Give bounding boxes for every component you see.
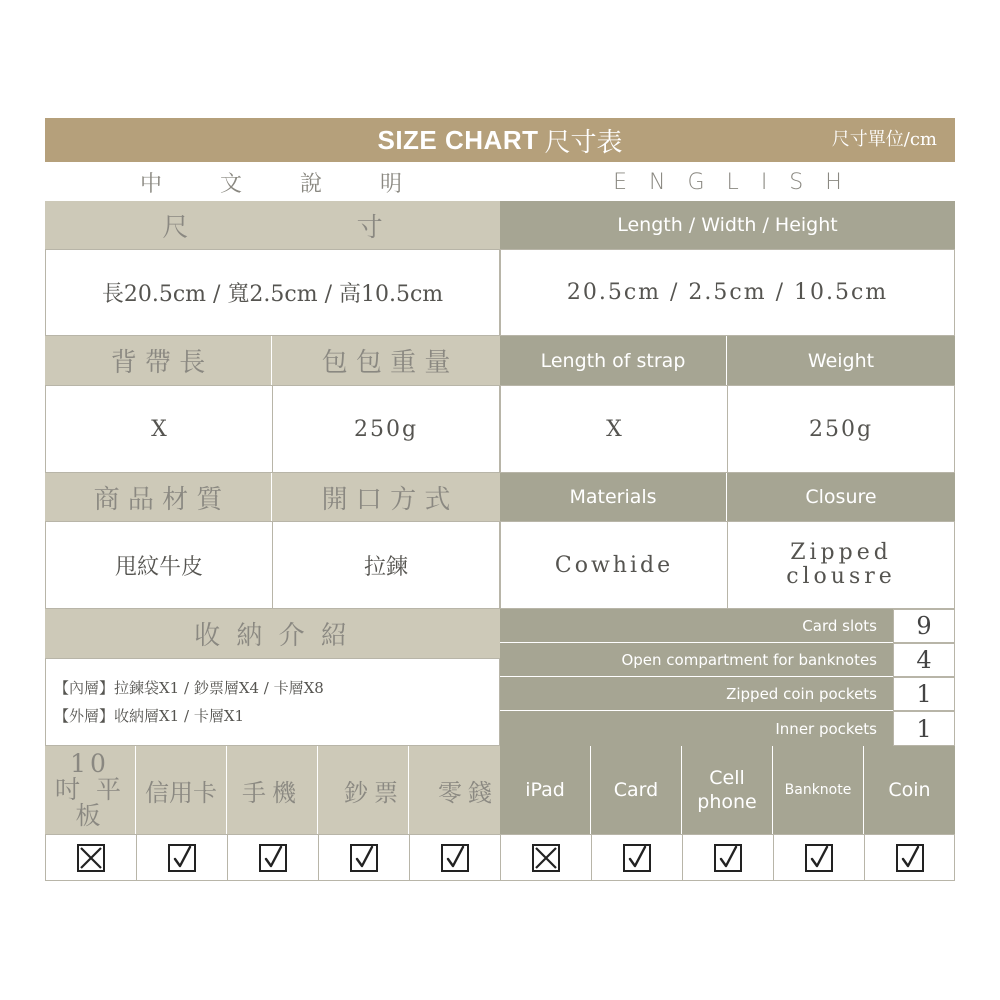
storage-count-card-slots: 9 (893, 609, 955, 643)
fit-header-en-banknote: Banknote (773, 746, 864, 834)
check-box-icon (350, 844, 378, 872)
strap-header-zh: 背 帶 長 (45, 336, 272, 385)
storage-count-coin-pockets: 1 (893, 677, 955, 711)
unit-label: 尺寸單位/cm (831, 129, 937, 150)
check-box-icon (168, 844, 196, 872)
title-bar (45, 118, 955, 162)
title-en: SIZE CHART (377, 124, 539, 155)
storage-header-zh: 收 納 介 紹 (45, 609, 500, 658)
fit-mark-cell-zh-phone (227, 834, 319, 881)
check-box-icon (896, 844, 924, 872)
fit-header-en-ipad: iPad (500, 746, 591, 834)
closure-header-zh: 開 口 方 式 (272, 473, 500, 521)
fit-mark-cell-en-banknote (773, 834, 865, 881)
closure-line-1: Zipped (790, 540, 892, 565)
weight-header-zh: 包 包 重 量 (272, 336, 500, 385)
fit-mark-cell-en-coin (864, 834, 955, 881)
fit-header-zh-card: 信用卡 (136, 746, 227, 834)
check-box-icon (714, 844, 742, 872)
closure-line-2: clousre (786, 564, 896, 589)
material-value-en: Cowhide (500, 521, 728, 609)
fit-mark-cell-zh-banknote (318, 834, 410, 881)
fit-header-zh-coin: 零錢 (409, 746, 500, 834)
lang-english-label: ENGLISH (613, 169, 864, 195)
size-header-en: Length / Width / Height (500, 201, 955, 249)
storage-count-banknotes: 4 (893, 643, 955, 677)
fit-header-zh-banknote: 鈔票 (318, 746, 409, 834)
title-zh: 尺寸表 (544, 127, 623, 158)
cross-box-icon (77, 844, 105, 872)
check-box-icon (259, 844, 287, 872)
check-box-icon (623, 844, 651, 872)
weight-value-zh: 250g (272, 385, 500, 473)
strap-value-zh: X (45, 385, 273, 473)
page-title (45, 118, 955, 162)
storage-outer-line: 【外層】收納層X1 / 卡層X1 (54, 707, 245, 725)
fit-header-en-card: Card (591, 746, 682, 834)
strap-header-en: Length of strap (500, 336, 727, 385)
weight-header-en: Weight (727, 336, 955, 385)
closure-header-en: Closure (727, 473, 955, 521)
material-header-zh: 商 品 材 質 (45, 473, 272, 521)
storage-item-coin-pockets: Zipped coin pockets (500, 677, 893, 711)
closure-value-zh: 拉鍊 (272, 521, 500, 609)
lang-chinese-label: 中文說明 (139, 171, 460, 197)
fit-mark-cell-zh-coin (409, 834, 501, 881)
check-box-icon (441, 844, 469, 872)
fit-header-en-coin: Coin (864, 746, 955, 834)
storage-item-card-slots: Card slots (500, 609, 893, 643)
weight-value-en: 250g (727, 385, 955, 473)
fit-mark-cell-en-phone (682, 834, 774, 881)
storage-desc-zh (45, 658, 500, 746)
material-header-en: Materials (500, 473, 727, 521)
size-value-zh: 長20.5cm / 寬2.5cm / 高10.5cm (45, 249, 500, 336)
cross-box-icon (532, 844, 560, 872)
strap-value-en: X (500, 385, 728, 473)
fit-mark-cell-en-card (591, 834, 683, 881)
fit-mark-cell-zh-card (136, 834, 228, 881)
fit-header-zh-tablet: 10 吋 平板 (45, 746, 136, 834)
fit-mark-cell-zh-tablet (45, 834, 137, 881)
fit-header-en-phone: Cell phone (682, 746, 773, 834)
size-value-en: 20.5cm / 2.5cm / 10.5cm (500, 249, 955, 336)
closure-value-en (727, 521, 955, 609)
storage-inner-line: 【內層】拉鍊袋X1 / 鈔票層X4 / 卡層X8 (54, 679, 324, 697)
storage-item-inner-pockets: Inner pockets (500, 711, 893, 746)
check-box-icon (805, 844, 833, 872)
material-value-zh: 甩紋牛皮 (45, 521, 273, 609)
size-header-zh: 尺 寸 (45, 201, 500, 249)
storage-item-banknotes: Open compartment for banknotes (500, 643, 893, 677)
storage-count-inner-pockets: 1 (893, 711, 955, 746)
fit-mark-cell-en-ipad (500, 834, 592, 881)
fit-header-zh-phone: 手機 (227, 746, 318, 834)
